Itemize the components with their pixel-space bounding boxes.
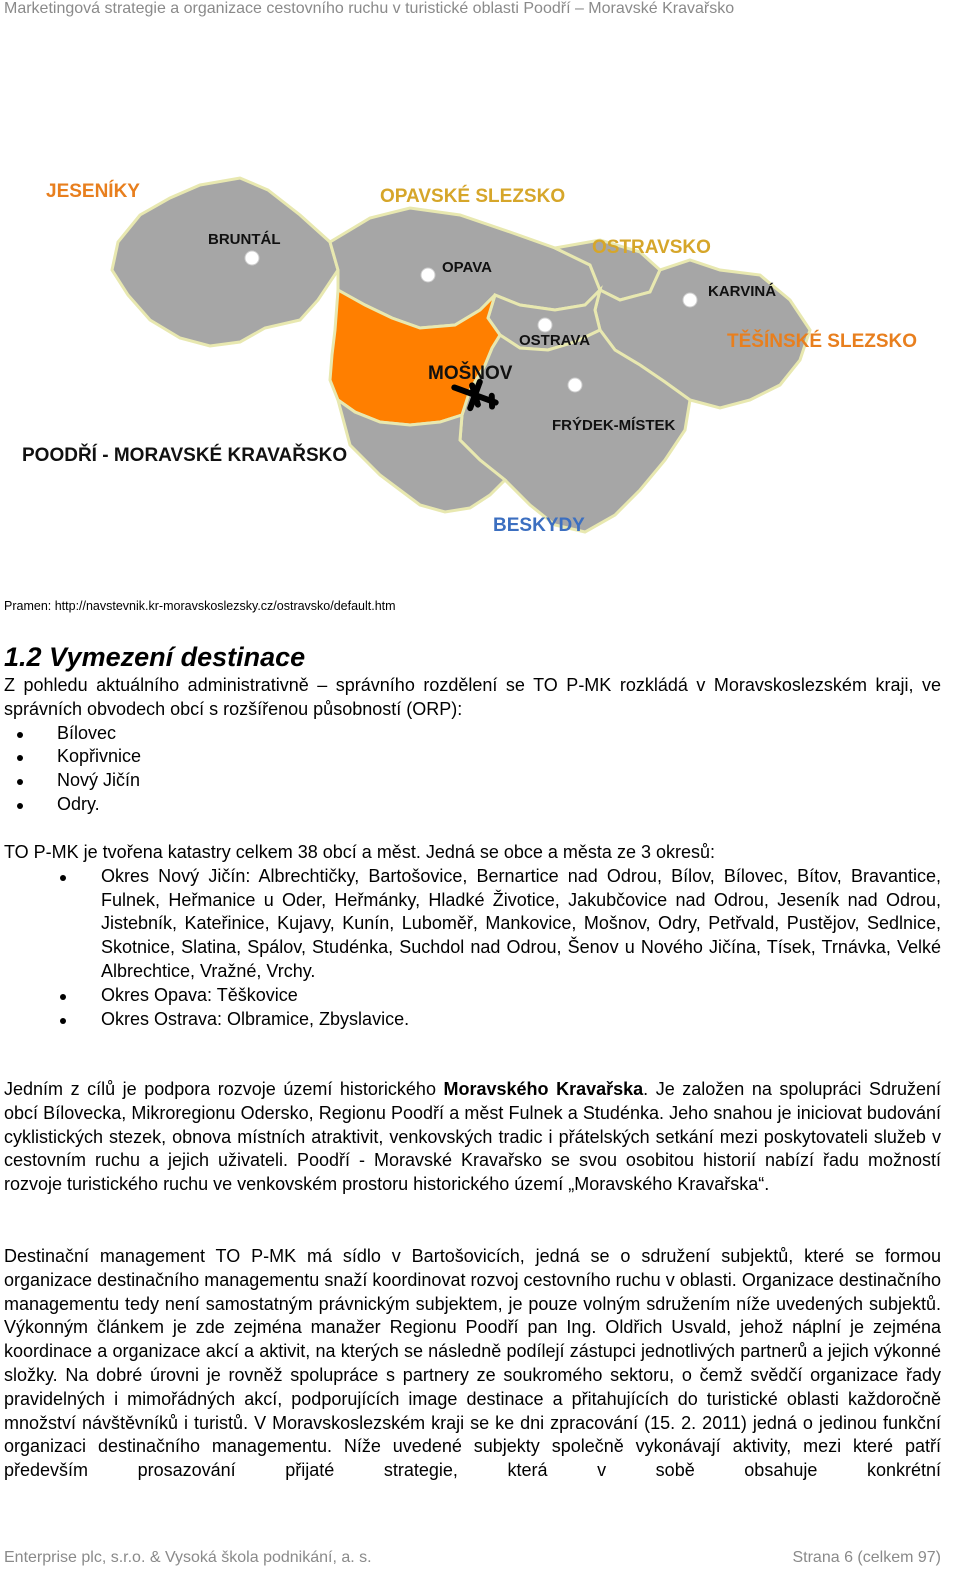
- running-footer: [4, 1549, 941, 1567]
- orp-item: Nový Jičín: [4, 769, 941, 793]
- label-karvina: KARVINÁ: [708, 283, 777, 300]
- districts-block: [4, 841, 941, 1031]
- districts-intro: TO P-MK je tvořena katastry celkem 38 obcí a měst. Jedná se obce a města ze 3 okresů:: [4, 842, 715, 862]
- label-tesinske-slezsko: TĚŠÍNSKÉ SLEZSKO: [727, 331, 918, 352]
- para2: Destinační management TO P-MK má sídlo v Bartošovicích, jedná se o sdružení subjektů, které se formou organizace destinačního managementu snaží koordinovat rozvoj cestovního ruchu v oblasti. Organizace destinačního managementu tedy není samostatným právnickým subjektem, je pouze volným sdružením níže uvedených subjektů. Výkonným článkem je zde zejména manažer Regionu Poodří pan Ing. Oldřich Usvald, jehož náplní je zejména koordinace a organizace akcí a aktivit, na kterých se následně podílejí zástupci jednotlivých partnerů a jejich výkonné složky. Na dobré úrovni je rovněž spolupráce s partnery ze soukromého sektoru, o čemž svědčí organizace řady pravidelných i mimořádných akcí, podporujících image destinace a přitahujících do turistické oblasti každoročně množství návštěvníků i turistů. V Moravskoslezském kraji se ke dni zpracování (15. 2. 2011) jedná o jedinou funkční organizaci destinačního managementu. Níže uvedené subjekty společně vykonávají aktivity, mezi které patří především prosazování přijaté strategie, která v sobě obsahuje konkrétní: [4, 1246, 941, 1481]
- footer-page: Strana 6 (celkem 97): [792, 1549, 941, 1566]
- orp-item: Bílovec: [4, 722, 941, 746]
- district-item: Okres Nový Jičín: Albrechtičky, Bartošovice, Bernartice nad Odrou, Bílov, Bílovec, Bítov, Bravantice, Fulnek, Heřmanice u Oder, Heřmánky, Hladké Životice, Jakubčovice nad Odrou, Jeseník nad Odrou, Jistebník, Kateřinice, Kujavy, Kunín, Luboměř, Mankovice, Mošnov, Odry, Petřvald, Pustějov, Sedlnice, Skotnice, Slatina, Spálov, Studénka, Suchdol nad Odrou, Šenov u Nového Jičína, Tísek, Trnávka, Velké Albrechtice, Vražné, Vrchy.: [4, 865, 941, 984]
- district-item: Okres Ostrava: Olbramice, Zbyslavice.: [4, 1008, 941, 1032]
- region-jeseniky: [112, 178, 338, 346]
- frydek-marker: [568, 378, 582, 392]
- district-list: [4, 865, 941, 1032]
- label-frydek: FRÝDEK-MÍSTEK: [552, 417, 676, 434]
- opava-marker: [421, 268, 435, 282]
- bruntal-marker: [245, 251, 259, 265]
- label-bruntal: BRUNTÁL: [208, 231, 281, 248]
- figure-source: Pramen: http://navstevnik.kr-moravskoslezsky.cz/ostravsko/default.htm: [4, 599, 396, 613]
- intro-paragraph: Z pohledu aktuálního administrativně – správního rozdělení se TO P-MK rozkládá v Moravskoslezském kraji, ve správních obvodech obcí s rozšířenou působností (ORP):: [4, 675, 941, 719]
- para1-bold: Moravského Kravařska: [443, 1079, 644, 1099]
- ostrava-marker: [538, 318, 552, 332]
- footer-left: Enterprise plc, s.r.o. & Vysoká škola podnikání, a. s.: [4, 1549, 372, 1566]
- section-heading: 1.2 Vymezení destinace: [4, 642, 306, 672]
- label-mosnov: MOŠNOV: [428, 363, 513, 384]
- para1-start: Jedním z cílů je podpora rozvoje území historického: [4, 1079, 444, 1099]
- region-map: [0, 160, 960, 550]
- label-beskydy: BESKYDY: [493, 515, 585, 536]
- label-opava: OPAVA: [442, 259, 493, 276]
- label-ostravsko: OSTRAVSKO: [592, 237, 711, 258]
- paragraph-management: [4, 1245, 941, 1483]
- label-poodri: POODŘÍ - MORAVSKÉ KRAVAŘSKO: [22, 445, 348, 466]
- orp-item: Odry.: [4, 793, 941, 817]
- intro-block: [4, 674, 941, 817]
- label-jeseniky: JESENÍKY: [46, 181, 140, 202]
- orp-item: Kopřivnice: [4, 745, 941, 769]
- label-ostrava: OSTRAVA: [519, 332, 591, 349]
- para1-rest: . Je založen na spolupráci Sdružení obcí Bílovecka, Mikroregionu Odersko, Regionu Poodří a měst Fulnek a Studénka. Jeho snahou je iniciovat budování cyklistických stezek, obnova místních atraktivit, venkovských tradic i přátelských setkání mezi poskytovateli služeb v cestovním ruchu a jejich uživateli. Poodří - Moravské Kravařsko se svou osobitou historií nabízí řadu možností rozvoje turistického ruchu ve venkovském prostoru historického území „Moravského Kravařska“.: [4, 1079, 942, 1195]
- label-opavske-slezsko: OPAVSKÉ SLEZSKO: [380, 186, 566, 207]
- running-header: Marketingová strategie a organizace cestovního ruchu v turistické oblasti Poodří – Moravské Kravařsko: [4, 0, 735, 17]
- orp-list: [4, 722, 941, 817]
- karvina-marker: [683, 293, 697, 307]
- paragraph-kravarsko: [4, 1078, 941, 1197]
- district-item: Okres Opava: Těškovice: [4, 984, 941, 1008]
